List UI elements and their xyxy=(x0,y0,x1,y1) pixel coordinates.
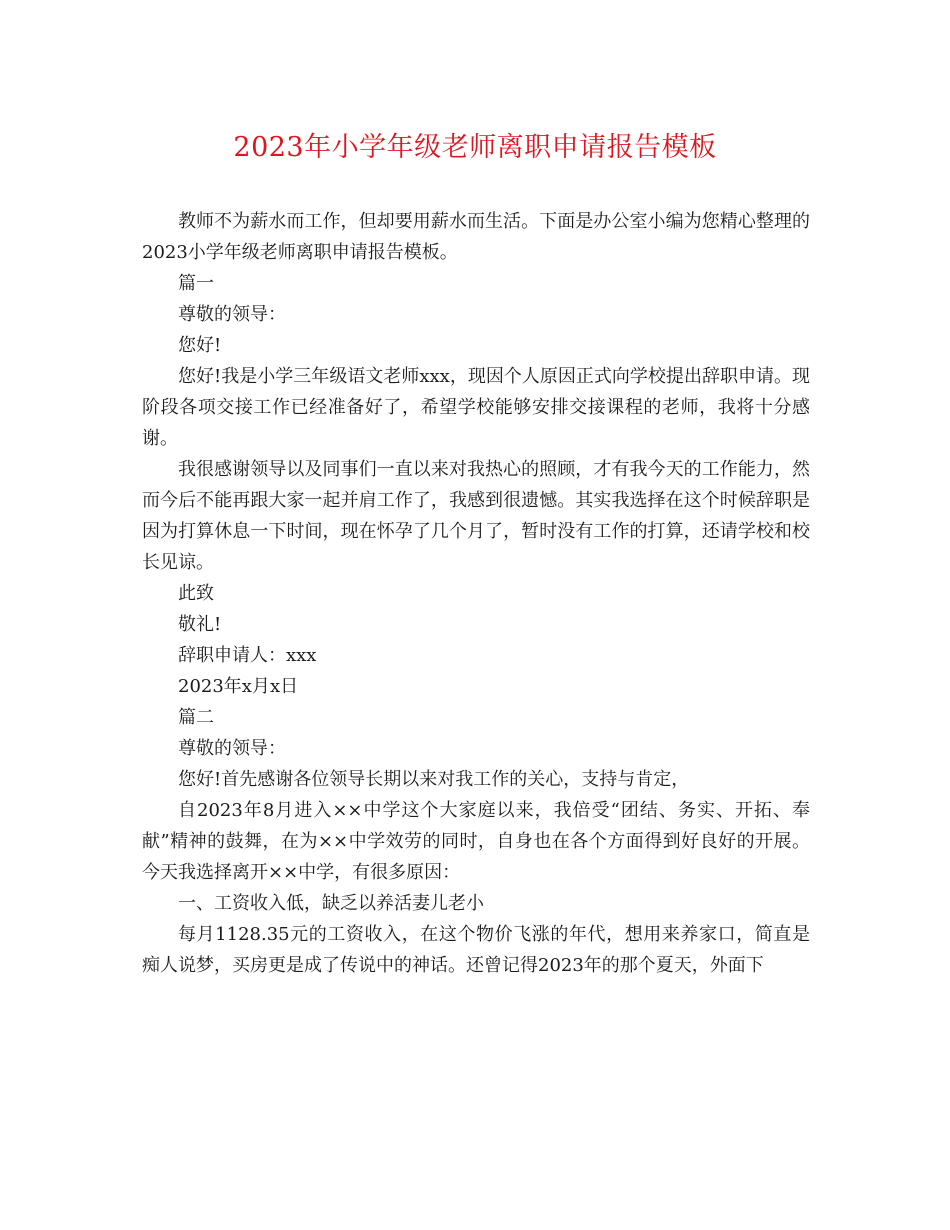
salutation: 尊敬的领导： xyxy=(178,304,286,325)
section-heading-2: 篇二 xyxy=(178,707,214,728)
document-title: 2023年小学年级老师离职申请报告模板 xyxy=(233,132,717,163)
list-heading: 一、工资收入低，缺乏以养活妻儿老小 xyxy=(178,893,484,914)
salutation: 尊敬的领导： xyxy=(178,738,286,759)
closing: 此致 xyxy=(178,583,214,604)
paragraph: 您好!我是小学三年级语文老师xxx，现因个人原因正式向学校提出辞职申请。现阶段各项交接工作已经准备好了，希望学校能够安排交接课程的老师，我将十分感谢。 xyxy=(142,366,810,449)
paragraph-intro: 教师不为薪水而工作，但却要用薪水而生活。下面是办公室小编为您精心整理的2023小学年级老师离职申请报告模板。 xyxy=(142,211,810,263)
document-body xyxy=(142,206,810,981)
signature: 辞职申请人：xxx xyxy=(178,645,317,666)
section-heading-1: 篇一 xyxy=(178,273,214,294)
paragraph: 您好!首先感谢各位领导长期以来对我工作的关心，支持与肯定， xyxy=(178,769,690,790)
paragraph: 我很感谢领导以及同事们一直以来对我热心的照顾，才有我今天的工作能力，然而今后不能再跟大家一起并肩工作了，我感到很遗憾。其实我选择在这个时候辞职是因为打算休息一下时间，现在怀孕了几个月了，暂时没有工作的打算，还请学校和校长见谅。 xyxy=(142,459,810,573)
greeting: 您好! xyxy=(178,335,222,356)
paragraph: 每月1128.35元的工资收入，在这个物价飞涨的年代，想用来养家口，简直是痴人说梦，买房更是成了传说中的神话。还曾记得2023年的那个夏天，外面下 xyxy=(142,924,810,976)
closing-regards: 敬礼! xyxy=(178,614,222,635)
date: 2023年x月x日 xyxy=(178,676,299,697)
paragraph: 自2023年8月进入××中学这个大家庭以来，我倍受“团结、务实、开拓、奉献”精神的鼓舞，在为××中学效劳的同时，自身也在各个方面得到好良好的开展。今天我选择离开××中学，有很多原因： xyxy=(142,800,810,883)
